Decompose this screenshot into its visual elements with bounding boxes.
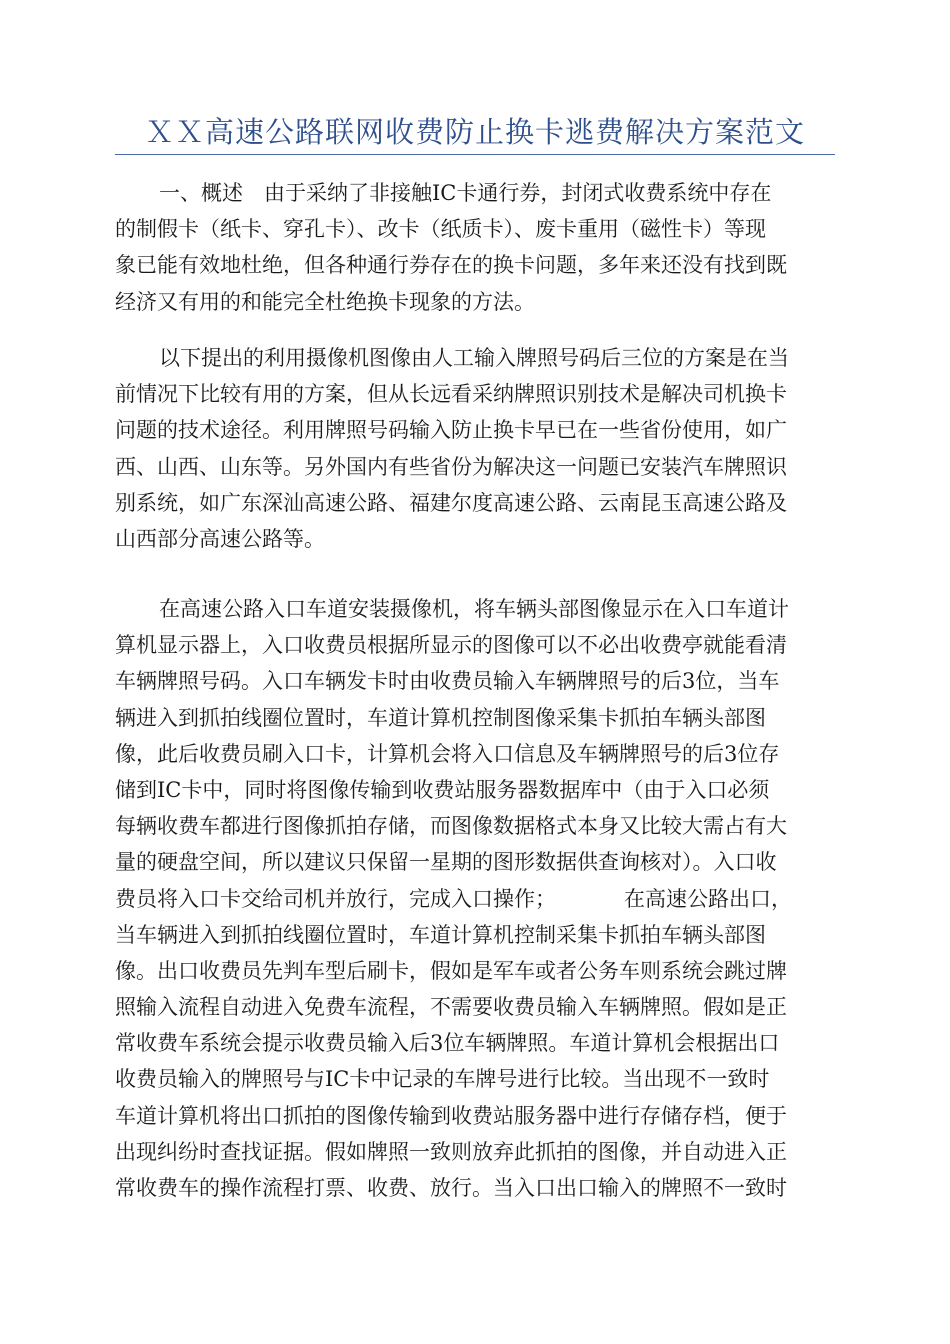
paragraph-line: 算机显示器上，入口收费员根据所显示的图像可以不必出收费亭就能看清 xyxy=(115,633,787,658)
paragraph-line: 常收费车系统会提示收费员输入后3位车辆牌照。车道计算机会根据出口 xyxy=(115,1031,780,1056)
paragraph-line: 常收费车的操作流程打票、收费、放行。当入口出口输入的牌照不一致时 xyxy=(115,1176,787,1200)
paragraph-proposal xyxy=(115,340,835,557)
paragraph-line: 一、概述 由于采纳了非接触IC卡通行券，封闭式收费系统中存在 xyxy=(159,181,772,205)
paragraph-line-part: 在高速公路出口， xyxy=(624,886,792,911)
paragraph-line: 像，此后收费员刷入口卡，计算机会将入口信息及车辆牌照号的后3位存 xyxy=(115,741,780,766)
paragraph-line: 车道计算机将出口抓拍的图像传输到收费站服务器中进行存储存档，便于 xyxy=(115,1103,787,1128)
paragraph-line: 的制假卡（纸卡、穿孔卡）、改卡（纸质卡）、废卡重用（磁性卡）等现 xyxy=(115,217,766,242)
paragraph-line: 以下提出的利用摄像机图像由人工输入牌照号码后三位的方案是在当 xyxy=(159,346,789,370)
paragraph-line: 别系统，如广东深汕高速公路、福建尔度高速公路、云南昆玉高速公路及 xyxy=(115,490,787,515)
paragraph-line: 象已能有效地杜绝，但各种通行券存在的换卡问题，多年来还没有找到既 xyxy=(115,253,787,278)
paragraph-line: 出现纠纷时查找证据。假如牌照一致则放弃此抓拍的图像，并自动进入正 xyxy=(115,1139,787,1164)
paragraph-implementation xyxy=(115,591,835,1206)
paragraph-line: 辆进入到抓拍线圈位置时，车道计算机控制图像采集卡抓拍车辆头部图 xyxy=(115,705,766,730)
paragraph-line-split xyxy=(115,881,835,917)
paragraph-line: 量的硬盘空间，所以建议只保留一星期的图形数据供查询核对）。入口收 xyxy=(115,850,777,875)
paragraph-line: 当车辆进入到抓拍线圈位置时，车道计算机控制采集卡抓拍车辆头部图 xyxy=(115,922,766,947)
paragraph-line: 像。出口收费员先判车型后刷卡，假如是军车或者公务车则系统会跳过牌 xyxy=(115,958,787,983)
document-title: ＸＸ高速公路联网收费防止换卡逃费解决方案范文 xyxy=(144,115,805,149)
paragraph-line: 西、山西、山东等。另外国内有些省份为解决这一问题已安装汽车牌照识 xyxy=(115,454,787,479)
paragraph-line-part: 费员将入口卡交给司机并放行，完成入口操作； xyxy=(115,886,556,911)
paragraph-line: 每辆收费车都进行图像抓拍存储，而图像数据格式本身又比较大需占有大 xyxy=(115,814,787,839)
paragraph-line: 储到IC卡中，同时将图像传输到收费站服务器数据库中（由于入口必须 xyxy=(115,777,770,802)
paragraph-line: 问题的技术途径。利用牌照号码输入防止换卡早已在一些省份使用，如广 xyxy=(115,418,787,443)
paragraph-line: 收费员输入的牌照号与IC卡中记录的车牌号进行比较。当出现不一致时 xyxy=(115,1067,770,1092)
title-underline xyxy=(115,154,835,155)
paragraph-line: 经济又有用的和能完全杜绝换卡现象的方法。 xyxy=(115,289,535,314)
paragraph-line: 山西部分高速公路等。 xyxy=(115,526,325,551)
paragraph-line: 在高速公路入口车道安装摄像机，将车辆头部图像显示在入口车道计 xyxy=(159,597,789,621)
paragraph-overview xyxy=(115,175,835,320)
paragraph-line: 车辆牌照号码。入口车辆发卡时由收费员输入车辆牌照号的后3位，当车 xyxy=(115,669,780,694)
paragraph-line: 前情况下比较有用的方案，但从长远看采纳牌照识别技术是解决司机换卡 xyxy=(115,382,787,407)
paragraph-line: 照输入流程自动进入免费车流程，不需要收费员输入车辆牌照。假如是正 xyxy=(115,995,787,1020)
